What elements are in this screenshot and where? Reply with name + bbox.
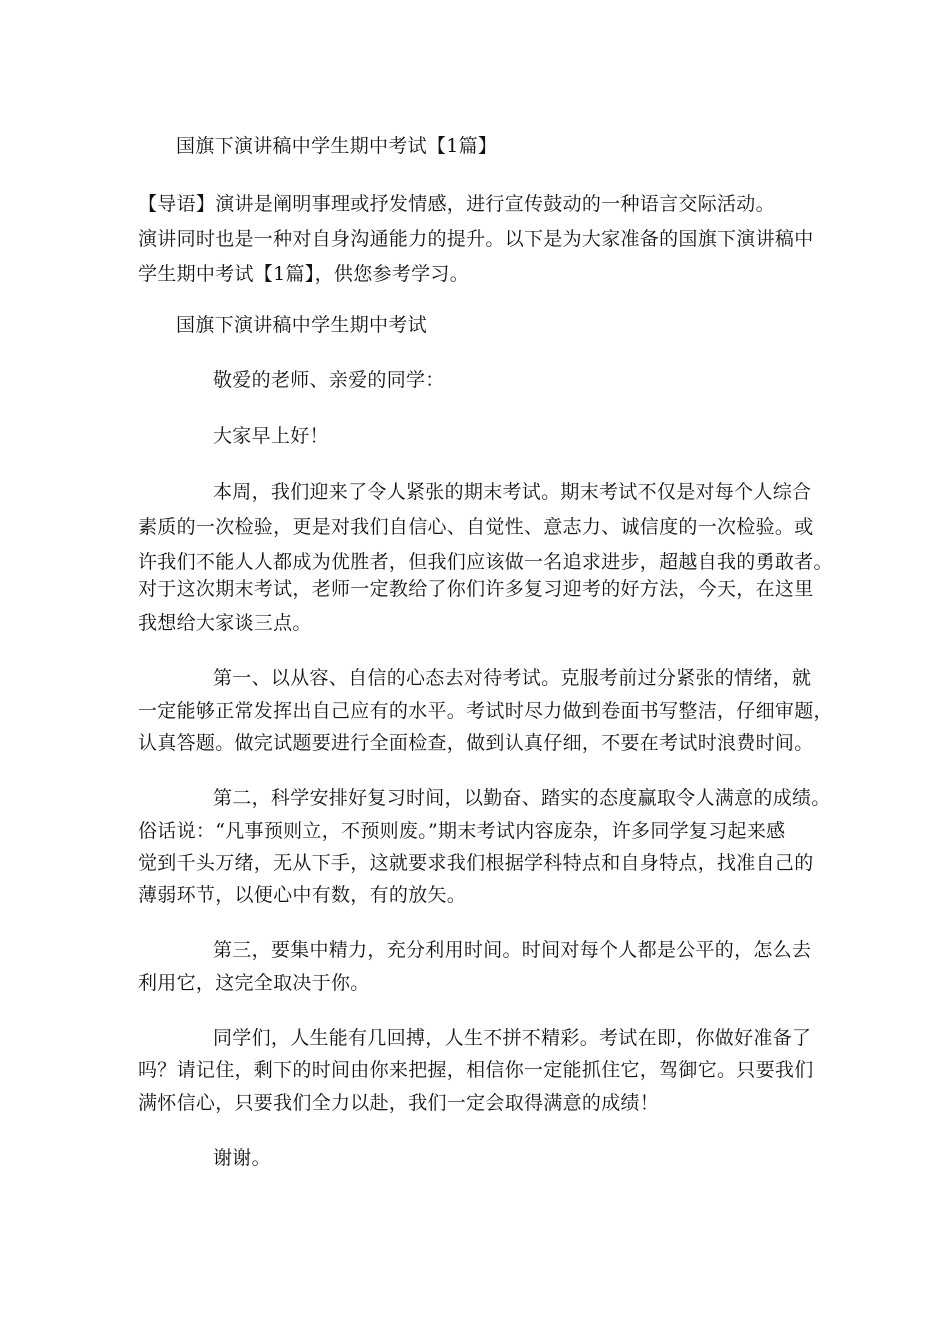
paragraph-5-line-1: 同学们，人生能有几回搏，人生不拼不精彩。考试在即，你做好准备了 — [213, 1027, 812, 1049]
paragraph-3-line-4: 薄弱环节，以便心中有数，有的放矢。 — [138, 884, 467, 906]
paragraph-1-line-1: 本周，我们迎来了令人紧张的期末考试。期末考试不仅是对每个人综合 — [213, 481, 812, 503]
document-title: 国旗下演讲稿中学生期中考试【1篇】 — [176, 135, 498, 157]
intro-line-3: 学生期中考试【1篇】，供您参考学习。 — [138, 263, 469, 285]
speech-subtitle: 国旗下演讲稿中学生期中考试 — [176, 314, 427, 336]
paragraph-4-line-1: 第三，要集中精力，充分利用时间。时间对每个人都是公平的，怎么去 — [213, 939, 812, 961]
greeting: 大家早上好！ — [213, 425, 329, 447]
closing: 谢谢。 — [213, 1147, 271, 1169]
paragraph-1-line-3: 许我们不能人人都成为优胜者，但我们应该做一名追求进步，超越自我的勇敢者。 — [138, 551, 833, 573]
paragraph-4-line-2: 利用它，这完全取决于你。 — [138, 972, 370, 994]
intro-line-1: 【导语】演讲是阐明事理或抒发情感，进行宣传鼓动的一种语言交际活动。 — [138, 193, 775, 215]
paragraph-2-line-3: 认真答题。做完试题要进行全面检查，做到认真仔细，不要在考试时浪费时间。 — [138, 732, 814, 754]
paragraph-3-line-3: 觉到千头万绪，无从下手，这就要求我们根据学科特点和自身特点，找准自己的 — [138, 852, 814, 874]
paragraph-3-line-1: 第二，科学安排好复习时间，以勤奋、踏实的态度赢取令人满意的成绩。 — [213, 787, 831, 809]
paragraph-3-line-2: 俗话说：“凡事预则立，不预则废。”期末考试内容庞杂，许多同学复习起来感 — [138, 820, 786, 842]
intro-line-2: 演讲同时也是一种对自身沟通能力的提升。以下是为大家准备的国旗下演讲稿中 — [138, 228, 814, 250]
paragraph-1-line-5: 我想给大家谈三点。 — [138, 612, 312, 634]
salutation: 敬爱的老师、亲爱的同学： — [213, 369, 445, 391]
paragraph-1-line-4: 对于这次期末考试，老师一定教给了你们许多复习迎考的好方法，今天，在这里 — [138, 578, 814, 600]
paragraph-5-line-3: 满怀信心，只要我们全力以赴，我们一定会取得满意的成绩！ — [138, 1092, 660, 1114]
paragraph-1-line-2: 素质的一次检验，更是对我们自信心、自觉性、意志力、诚信度的一次检验。或 — [138, 516, 814, 538]
paragraph-2-line-1: 第一、以从容、自信的心态去对待考试。克服考前过分紧张的情绪，就 — [213, 667, 812, 689]
paragraph-5-line-2: 吗？请记住，剩下的时间由你来把握，相信你一定能抓住它，驾御它。只要我们 — [138, 1059, 814, 1081]
paragraph-2-line-2: 一定能够正常发挥出自己应有的水平。考试时尽力做到卷面书写整洁，仔细审题， — [138, 700, 833, 722]
